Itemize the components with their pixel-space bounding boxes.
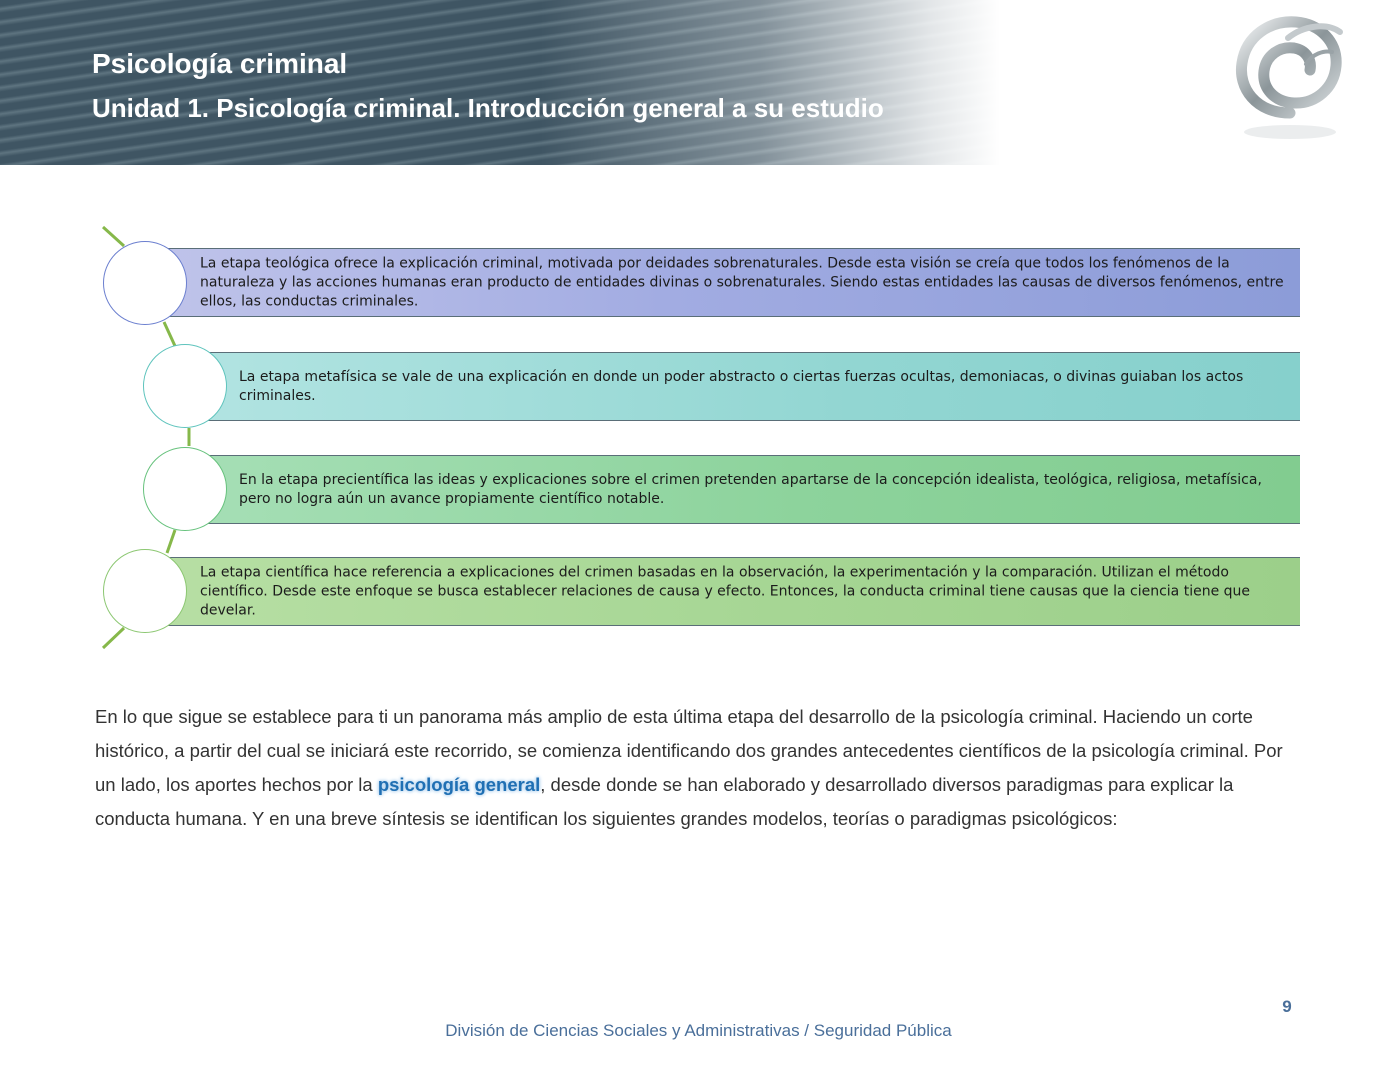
document-title: Psicología criminal [92, 48, 348, 79]
unit-subtitle: Unidad 1. Psicología criminal. Introducción general a su estudio [92, 93, 884, 123]
page-number: 9 [1282, 997, 1292, 1016]
stage-text: La etapa científica hace referencia a explicaciones del crimen basadas en la observación, la experimentación y la comparación. Utilizan el método científico. Desde este enfoque se busca establecer relaciones de causa y efecto. Entonces, la conducta criminal tiene causas que la ciencia tiene que develar. [200, 564, 1251, 618]
paragraph-text: En lo que sigue se establece para ti un panorama más amplio de esta última etapa del desarrollo de la psicología criminal. Haciendo un corte histórico, a partir del cual se iniciará este recorrido, se comienza identificando dos grandes antecedentes científicos de la psicología criminal. Por un lado, los aportes hechos por la [95, 706, 1283, 795]
stage-metaphysical [185, 352, 1300, 421]
stage-text: La etapa metafísica se vale de una explicación en donde un poder abstracto o ciertas fuerzas ocultas, demoniacas, o divinas guiaban los actos criminales. [239, 368, 1244, 404]
stage-theological [145, 248, 1300, 317]
stage-prescientific [185, 455, 1300, 524]
body-paragraph [95, 700, 1305, 836]
paragraph-text: , desde donde se han elaborado y desarrollado diversos paradigmas para explicar la conducta humana. Y en una breve síntesis se identifican los siguientes grandes modelos, teorías o paradigmas psicológicos: [95, 774, 1234, 829]
psicologia-general-link[interactable]: psicología general [377, 774, 541, 795]
stage-text: En la etapa precientífica las ideas y explicaciones sobre el crimen pretenden apartarse de la concepción idealista, teológica, religiosa, metafísica, pero no logra aún un avance propiamente científico notable. [239, 471, 1262, 507]
stage-circle [103, 549, 187, 633]
stage-circle [103, 241, 187, 325]
stage-circle [143, 344, 227, 428]
stage-scientific [145, 557, 1300, 626]
stage-text: La etapa teológica ofrece la explicación criminal, motivada por deidades sobrenaturales. Desde esta visión se creía que todos los fenómenos de la naturaleza y las acciones humanas eran producto de entidades divinas o sobrenaturales. Siendo estas entidades las causas de diversos fenómenos, entre ellos, las conductas criminales. [200, 255, 1284, 309]
footer-text: División de Ciencias Sociales y Administrativas / Seguridad Pública [445, 1021, 952, 1040]
stage-circle [143, 447, 227, 531]
